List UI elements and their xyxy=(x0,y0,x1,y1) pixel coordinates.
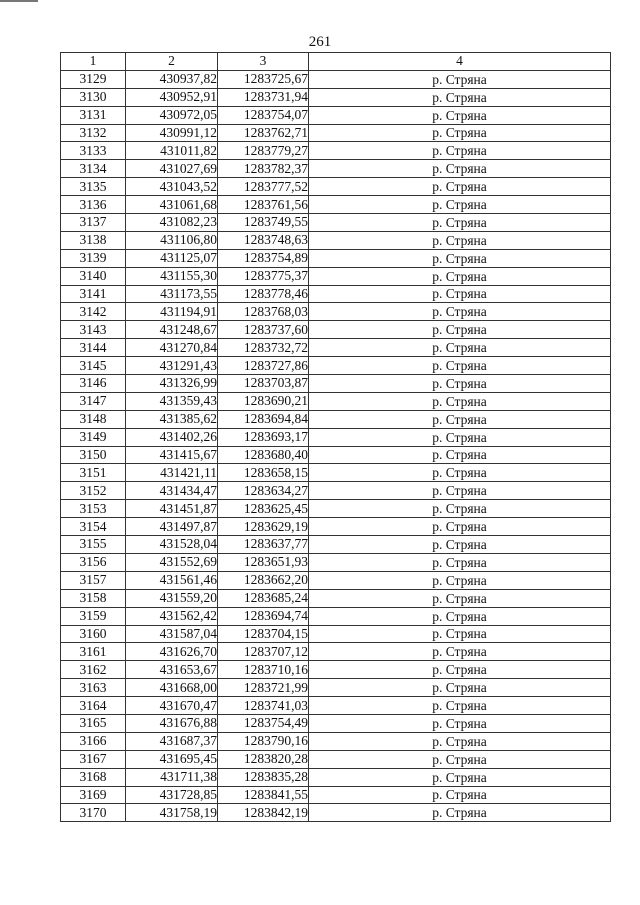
table-row xyxy=(61,607,611,625)
table-row xyxy=(61,357,611,375)
scan-edge-mark xyxy=(0,0,38,2)
x-coordinate-cell: 431552,69 xyxy=(126,553,218,571)
y-coordinate-cell: 1283731,94 xyxy=(218,88,309,106)
y-coordinate-cell: 1283754,49 xyxy=(218,714,309,732)
point-number-cell: 3166 xyxy=(61,732,126,750)
y-coordinate-cell: 1283782,37 xyxy=(218,160,309,178)
description-cell: р. Стряна xyxy=(309,446,611,464)
point-number-cell: 3157 xyxy=(61,571,126,589)
y-coordinate-cell: 1283625,45 xyxy=(218,500,309,518)
point-number-cell: 3145 xyxy=(61,357,126,375)
point-number-cell: 3156 xyxy=(61,553,126,571)
y-coordinate-cell: 1283710,16 xyxy=(218,661,309,679)
description-cell: р. Стряна xyxy=(309,786,611,804)
point-number-cell: 3149 xyxy=(61,428,126,446)
x-coordinate-cell: 431194,91 xyxy=(126,303,218,321)
x-coordinate-cell: 431687,37 xyxy=(126,732,218,750)
x-coordinate-cell: 431043,52 xyxy=(126,178,218,196)
description-cell: р. Стряна xyxy=(309,553,611,571)
y-coordinate-cell: 1283694,84 xyxy=(218,410,309,428)
description-cell: р. Стряна xyxy=(309,231,611,249)
description-cell: р. Стряна xyxy=(309,804,611,822)
table-row xyxy=(61,70,611,88)
y-coordinate-cell: 1283658,15 xyxy=(218,464,309,482)
x-coordinate-cell: 431415,67 xyxy=(126,446,218,464)
y-coordinate-cell: 1283790,16 xyxy=(218,732,309,750)
description-cell: р. Стряна xyxy=(309,500,611,518)
table-row xyxy=(61,804,611,822)
y-coordinate-cell: 1283754,89 xyxy=(218,249,309,267)
description-cell: р. Стряна xyxy=(309,714,611,732)
x-coordinate-cell: 430952,91 xyxy=(126,88,218,106)
y-coordinate-cell: 1283727,86 xyxy=(218,357,309,375)
description-cell: р. Стряна xyxy=(309,285,611,303)
description-cell: р. Стряна xyxy=(309,160,611,178)
point-number-cell: 3162 xyxy=(61,661,126,679)
point-number-cell: 3131 xyxy=(61,106,126,124)
point-number-cell: 3165 xyxy=(61,714,126,732)
point-number-cell: 3154 xyxy=(61,518,126,536)
table-row xyxy=(61,428,611,446)
description-cell: р. Стряна xyxy=(309,375,611,393)
column-header-y-coordinate: 3 xyxy=(218,53,309,71)
table-row xyxy=(61,661,611,679)
table-row xyxy=(61,267,611,285)
description-cell: р. Стряна xyxy=(309,732,611,750)
point-number-cell: 3141 xyxy=(61,285,126,303)
y-coordinate-cell: 1283637,77 xyxy=(218,536,309,554)
y-coordinate-cell: 1283777,52 xyxy=(218,178,309,196)
table-row xyxy=(61,464,611,482)
description-cell: р. Стряна xyxy=(309,679,611,697)
column-header-description: 4 xyxy=(309,53,611,71)
column-header-point-number: 1 xyxy=(61,53,126,71)
y-coordinate-cell: 1283732,72 xyxy=(218,339,309,357)
y-coordinate-cell: 1283754,07 xyxy=(218,106,309,124)
point-number-cell: 3170 xyxy=(61,804,126,822)
x-coordinate-cell: 431011,82 xyxy=(126,142,218,160)
description-cell: р. Стряна xyxy=(309,607,611,625)
table-row xyxy=(61,518,611,536)
x-coordinate-cell: 431587,04 xyxy=(126,625,218,643)
point-number-cell: 3159 xyxy=(61,607,126,625)
table-row xyxy=(61,786,611,804)
y-coordinate-cell: 1283778,46 xyxy=(218,285,309,303)
y-coordinate-cell: 1283835,28 xyxy=(218,768,309,786)
x-coordinate-cell: 431359,43 xyxy=(126,392,218,410)
description-cell: р. Стряна xyxy=(309,214,611,232)
table-row xyxy=(61,697,611,715)
description-cell: р. Стряна xyxy=(309,625,611,643)
x-coordinate-cell: 431626,70 xyxy=(126,643,218,661)
point-number-cell: 3153 xyxy=(61,500,126,518)
table-row xyxy=(61,196,611,214)
table-row xyxy=(61,768,611,786)
x-coordinate-cell: 431061,68 xyxy=(126,196,218,214)
description-cell: р. Стряна xyxy=(309,267,611,285)
point-number-cell: 3132 xyxy=(61,124,126,142)
description-cell: р. Стряна xyxy=(309,536,611,554)
point-number-cell: 3144 xyxy=(61,339,126,357)
y-coordinate-cell: 1283651,93 xyxy=(218,553,309,571)
description-cell: р. Стряна xyxy=(309,249,611,267)
table-row xyxy=(61,303,611,321)
y-coordinate-cell: 1283737,60 xyxy=(218,321,309,339)
x-coordinate-cell: 431155,30 xyxy=(126,267,218,285)
x-coordinate-cell: 431559,20 xyxy=(126,589,218,607)
description-cell: р. Стряна xyxy=(309,392,611,410)
x-coordinate-cell: 431528,04 xyxy=(126,536,218,554)
table-row xyxy=(61,589,611,607)
table-row xyxy=(61,536,611,554)
table-row xyxy=(61,321,611,339)
x-coordinate-cell: 431562,42 xyxy=(126,607,218,625)
x-coordinate-cell: 431421,11 xyxy=(126,464,218,482)
point-number-cell: 3137 xyxy=(61,214,126,232)
x-coordinate-cell: 431728,85 xyxy=(126,786,218,804)
table-row xyxy=(61,285,611,303)
point-number-cell: 3148 xyxy=(61,410,126,428)
x-coordinate-cell: 431676,88 xyxy=(126,714,218,732)
table-row xyxy=(61,732,611,750)
point-number-cell: 3158 xyxy=(61,589,126,607)
x-coordinate-cell: 431758,19 xyxy=(126,804,218,822)
table-row xyxy=(61,88,611,106)
y-coordinate-cell: 1283841,55 xyxy=(218,786,309,804)
x-coordinate-cell: 431270,84 xyxy=(126,339,218,357)
x-coordinate-cell: 430972,05 xyxy=(126,106,218,124)
point-number-cell: 3134 xyxy=(61,160,126,178)
y-coordinate-cell: 1283704,15 xyxy=(218,625,309,643)
x-coordinate-cell: 431670,47 xyxy=(126,697,218,715)
y-coordinate-cell: 1283748,63 xyxy=(218,231,309,249)
table-row xyxy=(61,375,611,393)
y-coordinate-cell: 1283721,99 xyxy=(218,679,309,697)
description-cell: р. Стряна xyxy=(309,357,611,375)
column-header-x-coordinate: 2 xyxy=(126,53,218,71)
y-coordinate-cell: 1283741,03 xyxy=(218,697,309,715)
x-coordinate-cell: 431385,62 xyxy=(126,410,218,428)
point-number-cell: 3139 xyxy=(61,249,126,267)
y-coordinate-cell: 1283680,40 xyxy=(218,446,309,464)
y-coordinate-cell: 1283779,27 xyxy=(218,142,309,160)
y-coordinate-cell: 1283775,37 xyxy=(218,267,309,285)
y-coordinate-cell: 1283842,19 xyxy=(218,804,309,822)
y-coordinate-cell: 1283694,74 xyxy=(218,607,309,625)
description-cell: р. Стряна xyxy=(309,106,611,124)
y-coordinate-cell: 1283820,28 xyxy=(218,750,309,768)
point-number-cell: 3167 xyxy=(61,750,126,768)
description-cell: р. Стряна xyxy=(309,428,611,446)
point-number-cell: 3140 xyxy=(61,267,126,285)
table-row xyxy=(61,124,611,142)
description-cell: р. Стряна xyxy=(309,88,611,106)
description-cell: р. Стряна xyxy=(309,571,611,589)
description-cell: р. Стряна xyxy=(309,518,611,536)
description-cell: р. Стряна xyxy=(309,196,611,214)
table-body xyxy=(61,70,611,821)
x-coordinate-cell: 431497,87 xyxy=(126,518,218,536)
table-header-row xyxy=(61,53,611,71)
table-row xyxy=(61,571,611,589)
description-cell: р. Стряна xyxy=(309,339,611,357)
point-number-cell: 3152 xyxy=(61,482,126,500)
point-number-cell: 3151 xyxy=(61,464,126,482)
y-coordinate-cell: 1283707,12 xyxy=(218,643,309,661)
table-row xyxy=(61,482,611,500)
point-number-cell: 3130 xyxy=(61,88,126,106)
point-number-cell: 3150 xyxy=(61,446,126,464)
y-coordinate-cell: 1283703,87 xyxy=(218,375,309,393)
x-coordinate-cell: 431695,45 xyxy=(126,750,218,768)
x-coordinate-cell: 431402,26 xyxy=(126,428,218,446)
point-number-cell: 3133 xyxy=(61,142,126,160)
x-coordinate-cell: 431434,47 xyxy=(126,482,218,500)
y-coordinate-cell: 1283629,19 xyxy=(218,518,309,536)
y-coordinate-cell: 1283634,27 xyxy=(218,482,309,500)
page-number: 261 xyxy=(308,34,332,50)
x-coordinate-cell: 431451,87 xyxy=(126,500,218,518)
description-cell: р. Стряна xyxy=(309,661,611,679)
point-number-cell: 3135 xyxy=(61,178,126,196)
x-coordinate-cell: 431082,23 xyxy=(126,214,218,232)
x-coordinate-cell: 431561,46 xyxy=(126,571,218,589)
table-row xyxy=(61,142,611,160)
description-cell: р. Стряна xyxy=(309,482,611,500)
description-cell: р. Стряна xyxy=(309,142,611,160)
x-coordinate-cell: 431668,00 xyxy=(126,679,218,697)
y-coordinate-cell: 1283761,56 xyxy=(218,196,309,214)
table-row xyxy=(61,643,611,661)
table-row xyxy=(61,249,611,267)
table-row xyxy=(61,178,611,196)
x-coordinate-cell: 431248,67 xyxy=(126,321,218,339)
description-cell: р. Стряна xyxy=(309,768,611,786)
y-coordinate-cell: 1283685,24 xyxy=(218,589,309,607)
point-number-cell: 3142 xyxy=(61,303,126,321)
description-cell: р. Стряна xyxy=(309,124,611,142)
table-row xyxy=(61,339,611,357)
point-number-cell: 3164 xyxy=(61,697,126,715)
table-row xyxy=(61,106,611,124)
x-coordinate-cell: 431326,99 xyxy=(126,375,218,393)
point-number-cell: 3138 xyxy=(61,231,126,249)
y-coordinate-cell: 1283725,67 xyxy=(218,70,309,88)
description-cell: р. Стряна xyxy=(309,70,611,88)
point-number-cell: 3160 xyxy=(61,625,126,643)
x-coordinate-cell: 431291,43 xyxy=(126,357,218,375)
table-row xyxy=(61,500,611,518)
table-row xyxy=(61,410,611,428)
point-number-cell: 3129 xyxy=(61,70,126,88)
point-number-cell: 3169 xyxy=(61,786,126,804)
description-cell: р. Стряна xyxy=(309,697,611,715)
x-coordinate-cell: 431027,69 xyxy=(126,160,218,178)
y-coordinate-cell: 1283662,20 xyxy=(218,571,309,589)
table-row xyxy=(61,679,611,697)
description-cell: р. Стряна xyxy=(309,178,611,196)
description-cell: р. Стряна xyxy=(309,410,611,428)
description-cell: р. Стряна xyxy=(309,750,611,768)
description-cell: р. Стряна xyxy=(309,464,611,482)
x-coordinate-cell: 431125,07 xyxy=(126,249,218,267)
description-cell: р. Стряна xyxy=(309,643,611,661)
coordinates-table xyxy=(60,52,611,822)
y-coordinate-cell: 1283749,55 xyxy=(218,214,309,232)
table-row xyxy=(61,750,611,768)
point-number-cell: 3161 xyxy=(61,643,126,661)
x-coordinate-cell: 430991,12 xyxy=(126,124,218,142)
point-number-cell: 3136 xyxy=(61,196,126,214)
y-coordinate-cell: 1283762,71 xyxy=(218,124,309,142)
description-cell: р. Стряна xyxy=(309,589,611,607)
y-coordinate-cell: 1283768,03 xyxy=(218,303,309,321)
x-coordinate-cell: 431711,38 xyxy=(126,768,218,786)
description-cell: р. Стряна xyxy=(309,303,611,321)
x-coordinate-cell: 430937,82 xyxy=(126,70,218,88)
y-coordinate-cell: 1283693,17 xyxy=(218,428,309,446)
point-number-cell: 3146 xyxy=(61,375,126,393)
y-coordinate-cell: 1283690,21 xyxy=(218,392,309,410)
point-number-cell: 3163 xyxy=(61,679,126,697)
point-number-cell: 3155 xyxy=(61,536,126,554)
table-row xyxy=(61,714,611,732)
table-row xyxy=(61,625,611,643)
point-number-cell: 3147 xyxy=(61,392,126,410)
table-row xyxy=(61,231,611,249)
point-number-cell: 3168 xyxy=(61,768,126,786)
table-row xyxy=(61,214,611,232)
description-cell: р. Стряна xyxy=(309,321,611,339)
table-row xyxy=(61,553,611,571)
table-row xyxy=(61,392,611,410)
x-coordinate-cell: 431173,55 xyxy=(126,285,218,303)
table-row xyxy=(61,160,611,178)
point-number-cell: 3143 xyxy=(61,321,126,339)
table-row xyxy=(61,446,611,464)
x-coordinate-cell: 431653,67 xyxy=(126,661,218,679)
x-coordinate-cell: 431106,80 xyxy=(126,231,218,249)
